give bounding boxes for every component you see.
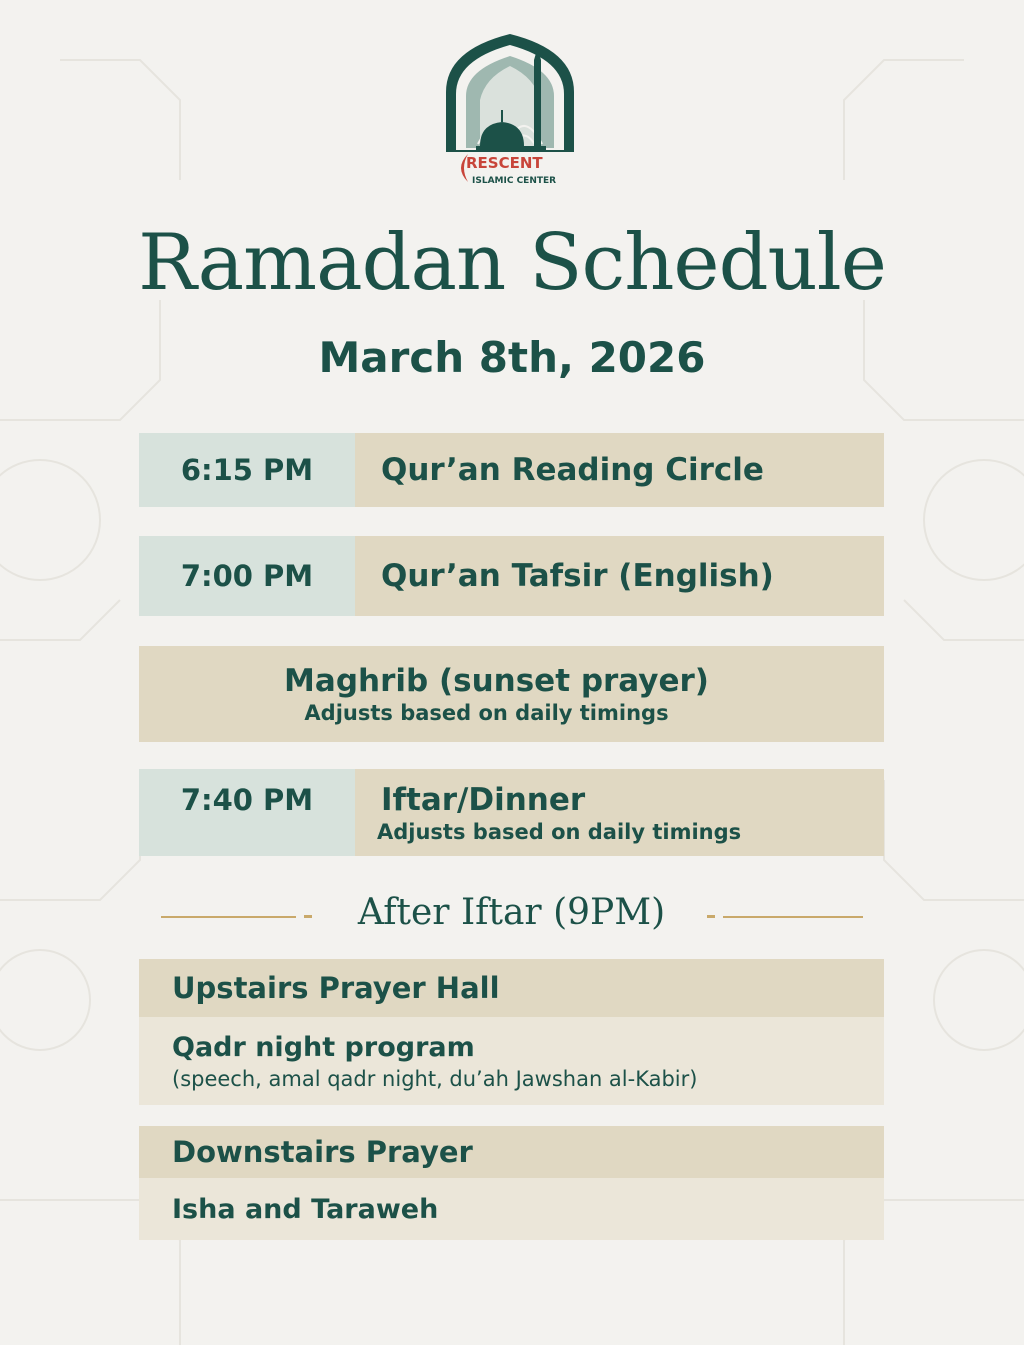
after-iftar-heading: After Iftar (9PM): [357, 892, 666, 933]
iftar-event: Iftar/Dinner: [381, 781, 586, 818]
downstairs-section: [139, 1126, 884, 1240]
page-title: Ramadan Schedule: [138, 218, 886, 308]
maghrib-row: [139, 646, 884, 742]
downstairs-heading: Downstairs Prayer: [139, 1126, 884, 1178]
logo-line-1: RESCENT: [466, 154, 543, 172]
logo-line-2: ISLAMIC CENTER: [472, 176, 557, 186]
iftar-note: Adjusts based on daily timings: [377, 819, 742, 844]
maghrib-title: Maghrib (sunset prayer): [284, 663, 709, 699]
upstairs-section: [139, 959, 884, 1105]
schedule-date: March 8th, 2026: [318, 333, 706, 382]
upstairs-details: (speech, amal qadr night, du’ah Jawshan al-Kabir): [172, 1066, 698, 1091]
upstairs-heading: Upstairs Prayer Hall: [139, 959, 884, 1017]
time-cell: 7:40 PM: [139, 769, 355, 856]
event-cell: [355, 769, 884, 856]
schedule-row: [139, 536, 884, 616]
time-cell: 6:15 PM: [139, 433, 355, 507]
maghrib-note: Adjusts based on daily timings: [304, 701, 669, 725]
iftar-row: [139, 769, 884, 856]
downstairs-body: [139, 1178, 884, 1240]
upstairs-body: [139, 1017, 884, 1105]
time-cell: 7:00 PM: [139, 536, 355, 616]
upstairs-program: Qadr night program: [172, 1031, 475, 1063]
event-cell: Qur’an Reading Circle: [355, 433, 884, 507]
after-iftar-divider: [139, 892, 884, 942]
downstairs-program: Isha and Taraweh: [172, 1193, 439, 1225]
event-cell: Qur’an Tafsir (English): [355, 536, 884, 616]
schedule-row: [139, 433, 884, 507]
